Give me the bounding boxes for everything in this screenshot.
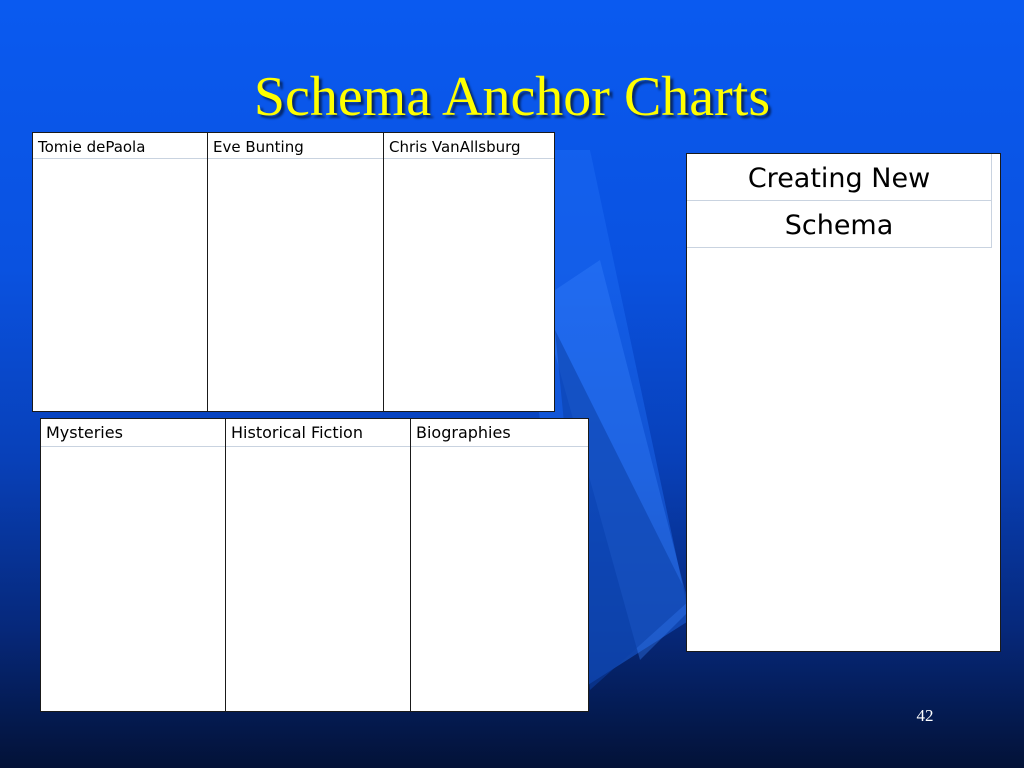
column-author-2 <box>208 133 384 411</box>
column-header: Chris VanAllsburg <box>384 133 554 159</box>
slide-title: Schema Anchor Charts <box>253 66 771 128</box>
column-author-1 <box>33 133 208 411</box>
schema-heading-line-1: Creating New <box>687 154 992 201</box>
column-header: Eve Bunting <box>208 133 383 159</box>
column-header: Biographies <box>411 419 588 447</box>
column-genre-2 <box>226 419 411 711</box>
column-header: Tomie dePaola <box>33 133 207 159</box>
column-author-3 <box>384 133 554 411</box>
genres-anchor-chart <box>40 418 589 712</box>
column-header: Mysteries <box>41 419 225 447</box>
schema-heading-line-2: Schema <box>687 201 992 248</box>
column-genre-3 <box>411 419 588 711</box>
column-header: Historical Fiction <box>226 419 410 447</box>
creating-new-schema-chart <box>686 153 1001 652</box>
authors-anchor-chart <box>32 132 555 412</box>
page-number: 42 <box>916 706 934 725</box>
column-genre-1 <box>41 419 226 711</box>
